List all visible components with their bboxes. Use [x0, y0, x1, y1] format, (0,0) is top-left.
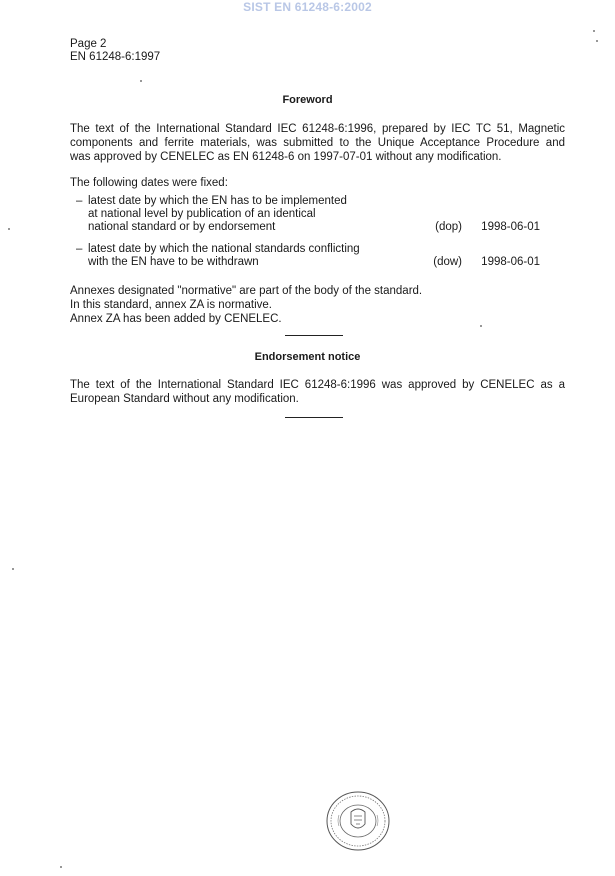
foreword-intro-line: was approved by CENELEC as EN 61248-6 on 1997-07-01 without any modification.	[70, 151, 502, 163]
dates-intro: The following dates were fixed:	[70, 177, 228, 189]
annex-line: In this standard, annex ZA is normative.	[70, 299, 272, 311]
date-item-dop	[76, 195, 540, 234]
section-divider	[285, 335, 343, 336]
foreword-intro	[70, 122, 565, 164]
endorsement-line: The text of the International Standard IEC 61248-6:1996 was approved by CENELEC as a	[70, 379, 565, 391]
scan-speck	[12, 568, 14, 570]
scan-speck	[8, 228, 10, 230]
page-header	[70, 38, 160, 64]
endorsement-text	[70, 378, 565, 406]
date-item-line: latest date by which the national standards conflicting	[88, 243, 360, 255]
date-code: (dop)	[435, 221, 462, 233]
annex-line: Annex ZA has been added by CENELEC.	[70, 313, 282, 325]
page-number: Page 2	[70, 38, 107, 50]
endorsement-heading: Endorsement notice	[254, 351, 361, 363]
scan-speck	[140, 80, 142, 82]
scan-speck	[60, 866, 62, 868]
foreword-intro-line: components and ferrite materials, was submitted to the Unique Acceptance Procedure and	[70, 137, 565, 149]
annex-notes	[70, 284, 565, 326]
scan-speck	[593, 30, 595, 32]
date-item-line: national standard or by endorsement	[88, 221, 276, 233]
list-dash: –	[76, 243, 83, 255]
annex-line: Annexes designated "normative" are part of the body of the standard.	[70, 285, 423, 297]
endorsement-line: European Standard without any modification.	[70, 393, 299, 405]
date-item-line: with the EN have to be withdrawn	[88, 256, 259, 268]
scan-speck	[596, 40, 598, 42]
date-item-dow	[76, 243, 540, 269]
foreword-heading: Foreword	[282, 94, 333, 106]
date-value: 1998-06-01	[481, 221, 540, 233]
document-id: EN 61248-6:1997	[70, 51, 161, 63]
seal-stamp-icon	[325, 790, 391, 852]
list-dash: –	[76, 195, 83, 207]
date-item-line: latest date by which the EN has to be implemented	[88, 195, 347, 207]
date-value: 1998-06-01	[481, 256, 540, 268]
watermark: SIST EN 61248-6:2002	[243, 0, 372, 14]
date-item-line: at national level by publication of an identical	[88, 208, 316, 220]
foreword-intro-line: The text of the International Standard IEC 61248-6:1996, prepared by IEC TC 51, Magnetic	[70, 123, 565, 135]
scan-speck	[480, 325, 482, 327]
date-code: (dow)	[433, 256, 462, 268]
section-divider	[285, 417, 343, 418]
